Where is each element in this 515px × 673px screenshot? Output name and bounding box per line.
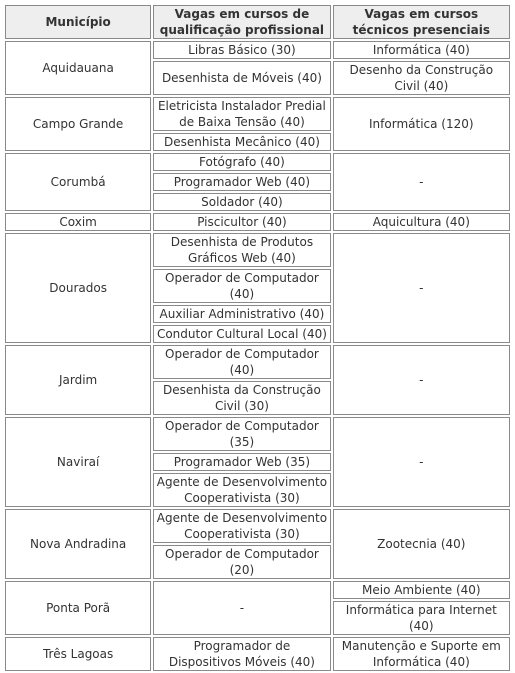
tecnicos-cell: - bbox=[333, 233, 510, 343]
profissional-cell: Programador de Dispositivos Móveis (40) bbox=[153, 637, 330, 671]
profissional-cell: Desenhista de Móveis (40) bbox=[153, 61, 330, 95]
header-profissional: Vagas em cursos de qualificação profissional bbox=[153, 5, 330, 39]
table-row bbox=[5, 213, 510, 231]
municipio-cell: Coxim bbox=[5, 213, 151, 231]
profissional-cell: Desenhista da Construção Civil (30) bbox=[153, 381, 330, 415]
tecnicos-cell: Meio Ambiente (40) bbox=[333, 581, 510, 599]
tecnicos-cell: Informática (40) bbox=[333, 41, 510, 59]
tecnicos-cell: - bbox=[333, 153, 510, 211]
tecnicos-cell: Informática para Internet (40) bbox=[333, 601, 510, 635]
profissional-cell: Agente de Desenvolvimento Cooperativista (30) bbox=[153, 509, 330, 543]
municipio-cell: Três Lagoas bbox=[5, 637, 151, 671]
municipio-cell: Dourados bbox=[5, 233, 151, 343]
profissional-cell: Desenhista de Produtos Gráficos Web (40) bbox=[153, 233, 330, 267]
table-row bbox=[5, 509, 510, 543]
table-row bbox=[5, 233, 510, 267]
table-row bbox=[5, 97, 510, 131]
profissional-cell: Desenhista Mecânico (40) bbox=[153, 133, 330, 151]
table-row bbox=[5, 581, 510, 599]
profissional-cell: Operador de Computador (20) bbox=[153, 545, 330, 579]
tecnicos-cell: Informática (120) bbox=[333, 97, 510, 151]
profissional-cell: - bbox=[153, 581, 330, 635]
header-tecnicos: Vagas em cursos técnicos presenciais bbox=[333, 5, 510, 39]
municipio-cell: Aquidauana bbox=[5, 41, 151, 95]
profissional-cell: Operador de Computador (40) bbox=[153, 269, 330, 303]
table-row bbox=[5, 153, 510, 171]
profissional-cell: Operador de Computador (35) bbox=[153, 417, 330, 451]
tecnicos-cell: - bbox=[333, 417, 510, 507]
profissional-cell: Soldador (40) bbox=[153, 193, 330, 211]
profissional-cell: Programador Web (40) bbox=[153, 173, 330, 191]
municipio-cell: Corumbá bbox=[5, 153, 151, 211]
header-row bbox=[5, 5, 510, 39]
header-municipio: Município bbox=[5, 5, 151, 39]
table-body bbox=[5, 41, 510, 671]
tecnicos-cell: Desenho da Construção Civil (40) bbox=[333, 61, 510, 95]
municipio-cell: Naviraí bbox=[5, 417, 151, 507]
profissional-cell: Piscicultor (40) bbox=[153, 213, 330, 231]
municipio-cell: Nova Andradina bbox=[5, 509, 151, 579]
courses-table bbox=[3, 3, 512, 673]
table-row bbox=[5, 637, 510, 671]
municipio-cell: Ponta Porã bbox=[5, 581, 151, 635]
table-row bbox=[5, 417, 510, 451]
municipio-cell: Jardim bbox=[5, 345, 151, 415]
table-row bbox=[5, 41, 510, 59]
profissional-cell: Auxiliar Administrativo (40) bbox=[153, 305, 330, 323]
municipio-cell: Campo Grande bbox=[5, 97, 151, 151]
profissional-cell: Agente de Desenvolvimento Cooperativista (30) bbox=[153, 473, 330, 507]
profissional-cell: Fotógrafo (40) bbox=[153, 153, 330, 171]
tecnicos-cell: - bbox=[333, 345, 510, 415]
tecnicos-cell: Manutenção e Suporte em Informática (40) bbox=[333, 637, 510, 671]
profissional-cell: Libras Básico (30) bbox=[153, 41, 330, 59]
tecnicos-cell: Aquicultura (40) bbox=[333, 213, 510, 231]
profissional-cell: Programador Web (35) bbox=[153, 453, 330, 471]
profissional-cell: Eletricista Instalador Predial de Baixa Tensão (40) bbox=[153, 97, 330, 131]
tecnicos-cell: Zootecnia (40) bbox=[333, 509, 510, 579]
table-row bbox=[5, 345, 510, 379]
profissional-cell: Operador de Computador (40) bbox=[153, 345, 330, 379]
profissional-cell: Condutor Cultural Local (40) bbox=[153, 325, 330, 343]
